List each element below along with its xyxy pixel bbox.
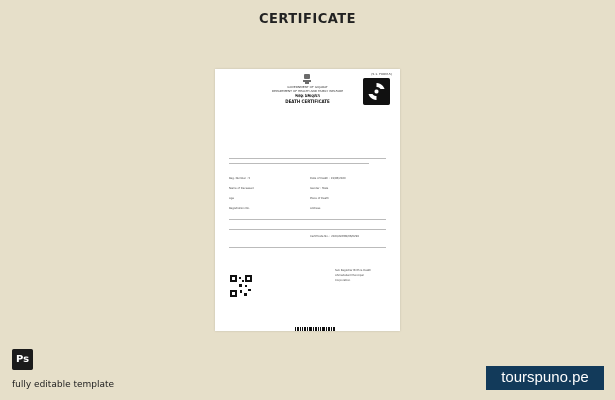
certificate-title-en: DEATH CERTIFICATE bbox=[285, 99, 330, 104]
field-age: Age bbox=[229, 197, 235, 200]
barcode-icon bbox=[295, 327, 335, 331]
field-place-of-death: Place of Death bbox=[310, 197, 329, 200]
emblem-icon bbox=[301, 73, 313, 85]
signature-line3: Corporation bbox=[335, 279, 351, 282]
field-date-of-death: Date of Death : 19/08/2020 bbox=[310, 177, 346, 180]
separator-5 bbox=[229, 247, 386, 248]
separator-4 bbox=[229, 229, 386, 230]
header-line1: GOVERNMENT OF GUJARAT bbox=[287, 85, 328, 89]
qr-code-icon bbox=[230, 275, 252, 297]
separator-2 bbox=[229, 163, 369, 164]
field-reg-no: Reg. Number : 5 bbox=[229, 177, 251, 180]
signature-name: Sub Registrar Birth & Death bbox=[335, 269, 372, 272]
certificate-preview bbox=[215, 69, 400, 331]
header-line2: DEPARTMENT OF HEALTH AND FAMILY WELFARE bbox=[271, 89, 344, 93]
field-name: Name of Deceased bbox=[229, 187, 254, 190]
field-address: Address bbox=[310, 207, 321, 210]
field-gender: Gender : Male bbox=[310, 187, 329, 190]
photoshop-icon: Ps bbox=[12, 349, 33, 370]
brand-badge[interactable]: tourspuno.pe bbox=[486, 366, 604, 390]
certificate-title-local: મરણ પ્રમાણપત્ર bbox=[295, 93, 320, 98]
certificate-header bbox=[245, 85, 370, 105]
signature-line2: Ahmedabad Municipal bbox=[335, 274, 364, 277]
field-registration-no: Registration No. bbox=[229, 207, 250, 210]
form-number: (5.1. FORM-5) bbox=[371, 72, 392, 76]
separator-3 bbox=[229, 219, 386, 220]
page-title: CERTIFICATE bbox=[258, 12, 357, 27]
template-caption: fully editable template bbox=[12, 380, 115, 390]
field-certificate-no: Certificate No. : 2020/ADMIN/08/0296 bbox=[310, 235, 359, 238]
separator-1 bbox=[229, 158, 386, 159]
